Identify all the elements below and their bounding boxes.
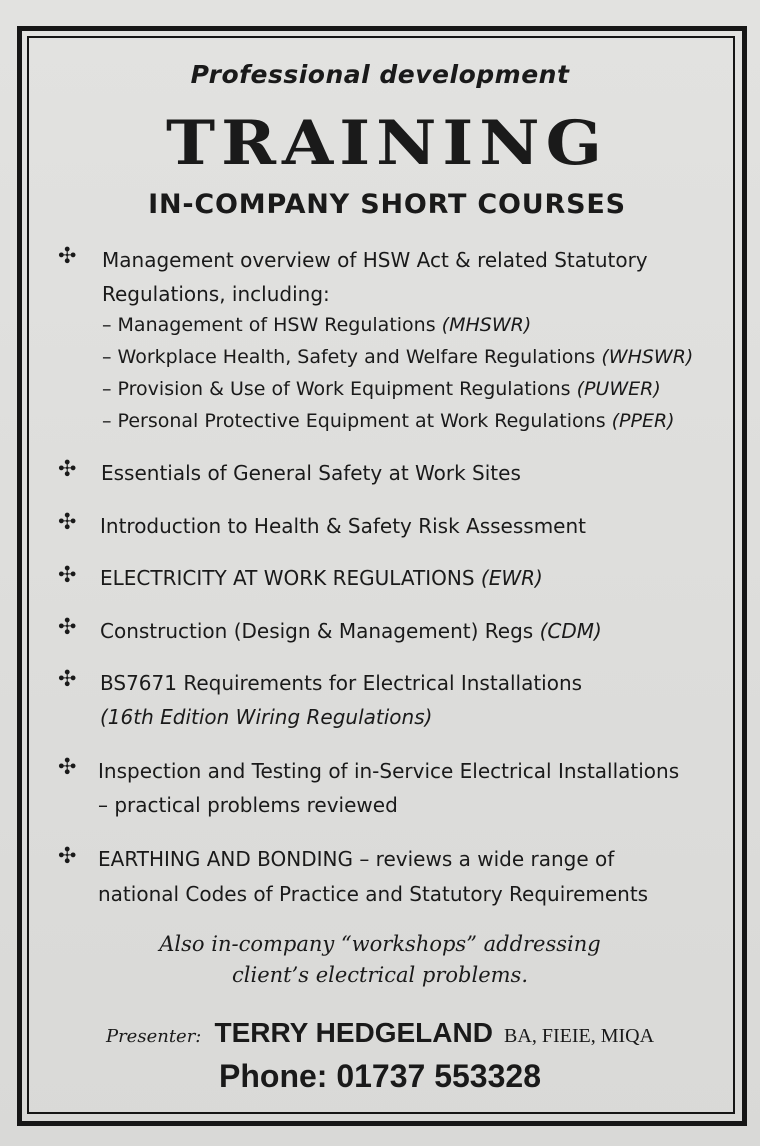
course-1-subitem: – Workplace Health, Safety and Welfare Regulations (WHSWR) [102,346,694,368]
course-6-line-2: (16th Edition Wiring Regulations) [100,705,433,729]
course-5: Construction (Design & Management) Regs (CDM) [100,619,602,643]
bullet-icon: ✣ [58,844,77,869]
bullet-icon: ✣ [58,667,77,692]
course-1-line-1: Management overview of HSW Act & related Statutory [102,248,648,272]
page-subtitle: IN-COMPANY SHORT COURSES [148,189,626,220]
course-1-line-2: Regulations, including: [102,282,330,306]
workshops-note-line-2: client’s electrical problems. [232,963,528,987]
course-1-subitem: – Management of HSW Regulations (MHSWR) [102,314,532,336]
workshops-note-line-1: Also in-company “workshops” addressing [159,932,601,956]
course-2: Essentials of General Safety at Work Sites [101,461,521,485]
presenter-name: TERRY HEDGELAND [214,1017,493,1048]
course-7-line-1: Inspection and Testing of in-Service Electrical Installations [98,759,680,783]
course-1-subitem: – Provision & Use of Work Equipment Regulations (PUWER) [102,378,661,400]
course-8-line-2: national Codes of Practice and Statutory Requirements [98,882,649,906]
course-4: ELECTRICITY AT WORK REGULATIONS (EWR) [100,566,543,590]
kicker-text: Professional development [190,60,570,89]
phone-number: Phone: 01737 553328 [219,1058,541,1094]
presenter-row [0,1017,760,1049]
page-title: TRAINING [166,107,608,179]
bullet-icon: ✣ [58,244,77,269]
bullet-icon: ✣ [58,755,77,780]
bullet-icon: ✣ [58,510,77,535]
bullet-icon: ✣ [58,615,77,640]
course-1-subitem: – Personal Protective Equipment at Work Regulations (PPER) [102,410,675,432]
presenter-qualifications: BA, FIEIE, MIQA [504,1025,655,1047]
course-6-line-1: BS7671 Requirements for Electrical Installations [100,671,583,695]
course-7-line-2: – practical problems reviewed [98,793,398,817]
bullet-icon: ✣ [58,563,77,588]
course-3: Introduction to Health & Safety Risk Assessment [100,514,587,538]
bullet-icon: ✣ [58,457,77,482]
presenter-label: Presenter: [105,1026,202,1047]
course-8-line-1: EARTHING AND BONDING – reviews a wide range of [98,847,615,871]
